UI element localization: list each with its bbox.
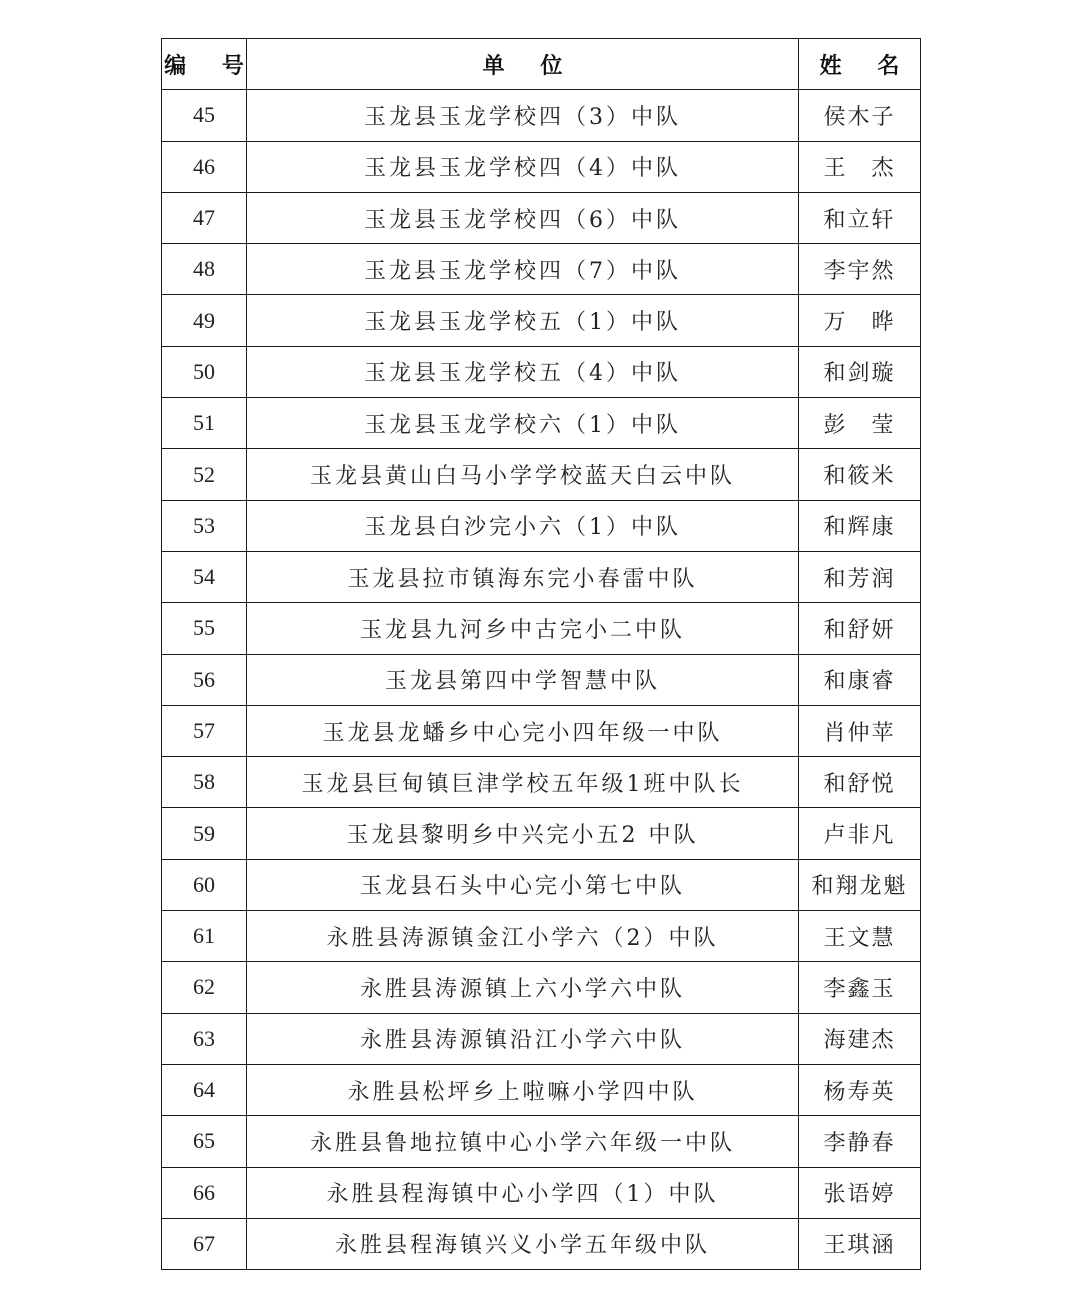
table-row: [162, 398, 921, 449]
row-number: 67: [162, 1218, 247, 1269]
row-name: 彭 莹: [799, 398, 921, 449]
row-name: 海建杰: [799, 1013, 921, 1064]
table-row: [162, 911, 921, 962]
row-number: 62: [162, 962, 247, 1013]
row-unit: 玉龙县第四中学智慧中队: [247, 654, 799, 705]
row-unit: 永胜县程海镇兴义小学五年级中队: [247, 1218, 799, 1269]
row-name: 和舒妍: [799, 603, 921, 654]
row-number: 46: [162, 141, 247, 192]
table-row: [162, 346, 921, 397]
row-number: 57: [162, 705, 247, 756]
table-row: [162, 603, 921, 654]
row-unit: 玉龙县九河乡中古完小二中队: [247, 603, 799, 654]
row-unit: 玉龙县玉龙学校四（3）中队: [247, 90, 799, 141]
table-row: [162, 141, 921, 192]
row-name: 侯木子: [799, 90, 921, 141]
table-row: [162, 551, 921, 602]
row-number: 58: [162, 757, 247, 808]
table-row: [162, 1167, 921, 1218]
row-name: 和立轩: [799, 192, 921, 243]
row-number: 54: [162, 551, 247, 602]
row-name: 王 杰: [799, 141, 921, 192]
table-header-row: [162, 39, 921, 90]
table-row: [162, 1064, 921, 1115]
row-unit: 玉龙县玉龙学校四（4）中队: [247, 141, 799, 192]
table-row: [162, 808, 921, 859]
row-number: 64: [162, 1064, 247, 1115]
table-row: [162, 757, 921, 808]
table-row: [162, 295, 921, 346]
row-name: 和筱米: [799, 449, 921, 500]
row-unit: 玉龙县拉市镇海东完小春雷中队: [247, 551, 799, 602]
row-number: 53: [162, 500, 247, 551]
table-row: [162, 244, 921, 295]
row-number: 55: [162, 603, 247, 654]
row-number: 52: [162, 449, 247, 500]
row-name: 和舒悦: [799, 757, 921, 808]
row-name: 和康睿: [799, 654, 921, 705]
row-number: 59: [162, 808, 247, 859]
header-unit: 单 位: [247, 39, 799, 90]
row-unit: 永胜县松坪乡上啦嘛小学四中队: [247, 1064, 799, 1115]
row-name: 和剑璇: [799, 346, 921, 397]
table-row: [162, 449, 921, 500]
table-row: [162, 500, 921, 551]
row-unit: 永胜县涛源镇金江小学六（2）中队: [247, 911, 799, 962]
table-row: [162, 859, 921, 910]
row-name: 和辉康: [799, 500, 921, 551]
row-unit: 玉龙县白沙完小六（1）中队: [247, 500, 799, 551]
honor-roster-table: [161, 38, 921, 1270]
row-unit: 玉龙县玉龙学校五（1）中队: [247, 295, 799, 346]
table-row: [162, 1013, 921, 1064]
row-name: 张语婷: [799, 1167, 921, 1218]
row-unit: 玉龙县玉龙学校六（1）中队: [247, 398, 799, 449]
row-name: 卢非凡: [799, 808, 921, 859]
row-name: 李静春: [799, 1116, 921, 1167]
row-unit: 永胜县鲁地拉镇中心小学六年级一中队: [247, 1116, 799, 1167]
row-unit: 永胜县程海镇中心小学四（1）中队: [247, 1167, 799, 1218]
row-number: 61: [162, 911, 247, 962]
header-number: 编 号: [162, 39, 247, 90]
table-row: [162, 705, 921, 756]
row-number: 63: [162, 1013, 247, 1064]
table-row: [162, 1116, 921, 1167]
table-row: [162, 654, 921, 705]
row-unit: 玉龙县巨甸镇巨津学校五年级1班中队长: [247, 757, 799, 808]
row-number: 65: [162, 1116, 247, 1167]
row-unit: 玉龙县黄山白马小学学校蓝天白云中队: [247, 449, 799, 500]
row-number: 48: [162, 244, 247, 295]
row-number: 49: [162, 295, 247, 346]
row-unit: 永胜县涛源镇沿江小学六中队: [247, 1013, 799, 1064]
row-name: 和芳润: [799, 551, 921, 602]
row-unit: 玉龙县玉龙学校四（6）中队: [247, 192, 799, 243]
row-name: 杨寿英: [799, 1064, 921, 1115]
row-unit: 玉龙县玉龙学校四（7）中队: [247, 244, 799, 295]
row-number: 50: [162, 346, 247, 397]
row-name: 王琪涵: [799, 1218, 921, 1269]
row-name: 李鑫玉: [799, 962, 921, 1013]
row-name: 肖仲苹: [799, 705, 921, 756]
row-name: 和翔龙魁: [799, 859, 921, 910]
row-number: 56: [162, 654, 247, 705]
row-number: 66: [162, 1167, 247, 1218]
row-number: 60: [162, 859, 247, 910]
table-row: [162, 962, 921, 1013]
row-unit: 玉龙县玉龙学校五（4）中队: [247, 346, 799, 397]
row-unit: 永胜县涛源镇上六小学六中队: [247, 962, 799, 1013]
row-number: 47: [162, 192, 247, 243]
row-name: 王文慧: [799, 911, 921, 962]
row-unit: 玉龙县龙蟠乡中心完小四年级一中队: [247, 705, 799, 756]
header-name: 姓 名: [799, 39, 921, 90]
table-row: [162, 1218, 921, 1269]
row-unit: 玉龙县黎明乡中兴完小五2 中队: [247, 808, 799, 859]
row-number: 45: [162, 90, 247, 141]
row-unit: 玉龙县石头中心完小第七中队: [247, 859, 799, 910]
row-name: 万 晔: [799, 295, 921, 346]
table-row: [162, 90, 921, 141]
table-row: [162, 192, 921, 243]
row-number: 51: [162, 398, 247, 449]
row-name: 李宇然: [799, 244, 921, 295]
